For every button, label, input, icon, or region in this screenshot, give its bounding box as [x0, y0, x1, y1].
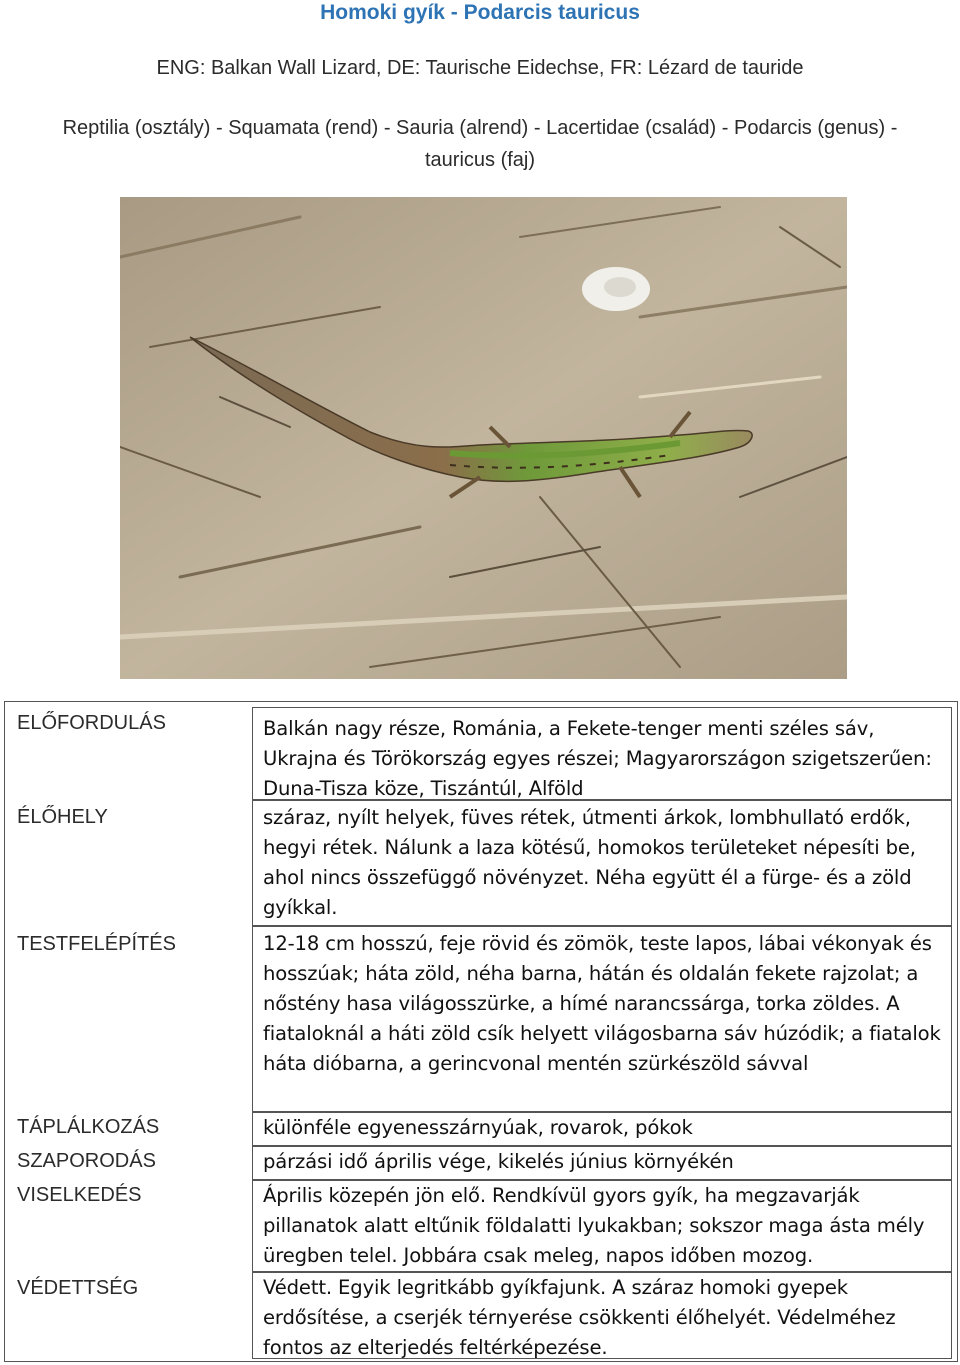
snail-shell: [582, 267, 650, 311]
row-label: SZAPORODÁS: [17, 1150, 156, 1172]
value-box: [252, 926, 952, 1112]
value-box: [252, 800, 952, 926]
row-label: VÉDETTSÉG: [17, 1277, 139, 1299]
value-box: [252, 1272, 952, 1359]
row-value: párzási idő április vége, kikelés június környékén: [263, 1150, 734, 1173]
taxonomy-line-1: Reptilia (osztály) - Squamata (rend) - Sauria (alrend) - Lacertidae (család) - Podarcis (genus) -: [62, 117, 898, 139]
row-value: Védett. Egyik legritkább gyíkfajunk. A száraz homoki gyepek erdősítése, a cserjék térnyerése csökkenti élőhelyét. Védelméhez fontos az elterjedés feltérképezése.: [263, 1276, 896, 1359]
row-elofordulas: [5, 702, 957, 804]
row-viselkedes: [5, 1180, 957, 1272]
row-label: TESTFELÉPÍTÉS: [17, 933, 176, 955]
row-szaporodas: [5, 1146, 957, 1180]
row-value: különféle egyenesszárnyúak, rovarok, pókok: [263, 1116, 693, 1139]
row-value: Balkán nagy része, Románia, a Fekete-tenger menti széles sáv, Ukrajna és Törökország egyes részei; Magyarországon szigetszerűen: Duna-Tisza köze, Tiszántúl, Alföld: [263, 717, 932, 800]
value-box: [252, 707, 952, 800]
row-label: VISELKEDÉS: [17, 1184, 142, 1206]
row-value: száraz, nyílt helyek, füves rétek, útmenti árkok, lombhullató erdők, hegyi rétek. Nálunk a laza kötésű, homokos területeket népesíti be, ahol nincs összefüggő növényzet. Néha együtt él a fürge- és a zöld gyíkkal.: [263, 806, 916, 919]
value-box: [252, 1112, 952, 1146]
row-label: ELŐFORDULÁS: [17, 712, 166, 734]
taxonomy: [20, 112, 940, 176]
row-elohely: [5, 800, 957, 926]
page-title: Homoki gyík - Podarcis tauricus: [320, 1, 640, 24]
value-box: [252, 1146, 952, 1180]
row-label: ÉLŐHELY: [17, 806, 108, 828]
info-table: [4, 701, 958, 1362]
row-vedettseg: [5, 1272, 957, 1361]
lizard-photo: [120, 197, 847, 679]
row-value: 12-18 cm hosszú, feje rövid és zömök, teste lapos, lábai vékonyak és hosszúak; háta zöld, néha barna, hátán és oldalán fekete rajzolat; a nőstény hasa világosszürke, a hímé narancssárga, torka zöldes. A fiataloknál a háti zöld csík helyett világosbarna sáv húzódik; a fiatalok háta dióbarna, a gerincvonal mentén szürkészöld sávval: [263, 932, 941, 1075]
common-names: ENG: Balkan Wall Lizard, DE: Taurische Eidechse, FR: Lézard de tauride: [156, 57, 804, 79]
row-label: TÁPLÁLKOZÁS: [17, 1116, 160, 1138]
row-value: Április közepén jön elő. Rendkívül gyors gyík, ha megzavarják pillanatok alatt eltűnik földalatti lyukakban; sokszor maga ásta mély üregben telel. Jobbára csak meleg, napos időben mozog.: [263, 1184, 925, 1267]
row-testfelepites: [5, 926, 957, 1112]
value-box: [252, 1180, 952, 1272]
row-taplalkozas: [5, 1112, 957, 1146]
taxonomy-line-2: tauricus (faj): [424, 149, 536, 171]
